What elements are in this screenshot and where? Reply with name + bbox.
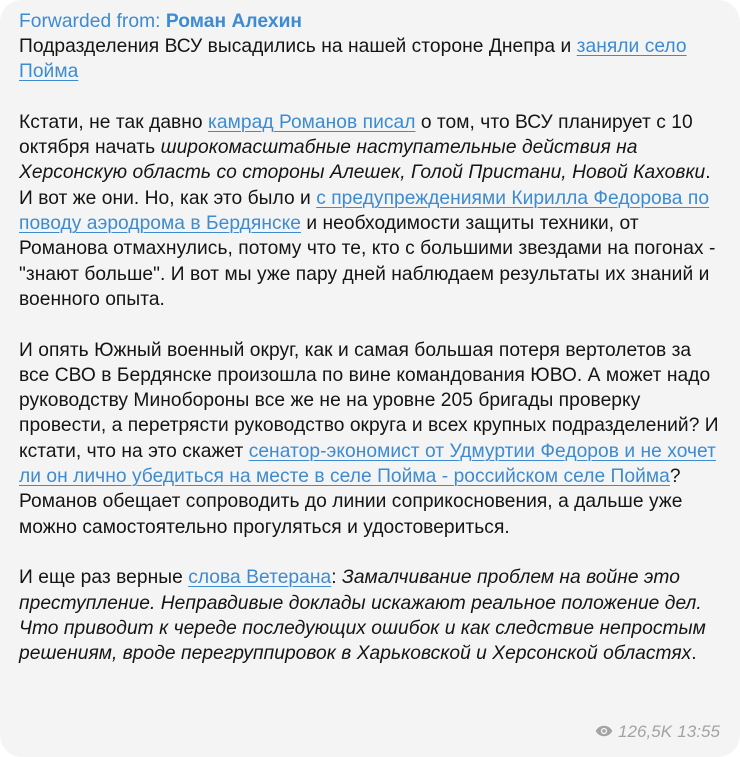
text-segment: : — [331, 567, 342, 589]
text-segment: ? Романов обещает сопроводить до линии соприкосновения, а дальше уже можно самостоятельно прогуляться и удостовериться. — [19, 466, 683, 538]
message-meta — [595, 719, 720, 744]
link-senator-fedorov[interactable]: сенатор-экономист от Удмуртии Федоров и не хочет ли он лично убедиться на месте в селе Пойма - российском селе Пойма — [19, 440, 716, 488]
text-segment: Подразделения ВСУ высадились на нашей стороне Днепра и — [19, 36, 577, 57]
text-segment: . И вот же они. Но, как это было и — [19, 162, 711, 209]
paragraph-4 — [19, 565, 719, 666]
link-slova-veterana[interactable]: слова Ветерана — [188, 567, 332, 589]
text-segment: . — [691, 643, 697, 665]
link-preduprezhdeniya-fedorova[interactable]: с предупреждениями Кирилла Федорова по поводу аэродрома в Бердянске — [19, 187, 710, 235]
text-segment: и необходимости защиты техники, от Романова отмахнулись, потому что те, кто с большими звездами на погонах - "знают больше". И вот мы уже пару дней наблюдаем результаты их знаний и военного опыта. — [19, 213, 716, 310]
italic-segment: широкомасштабные наступательные действия на Херсонскую область со стороны Алешек, Голой Пристани, Новой Каховки — [19, 137, 706, 184]
link-zanyali-selo-poima[interactable]: заняли село Пойма — [19, 36, 687, 83]
paragraph-gap — [19, 540, 726, 565]
paragraph-2 — [19, 110, 719, 312]
paragraph-3 — [19, 338, 719, 540]
forwarded-header[interactable] — [19, 9, 726, 34]
view-count: 126,5K — [618, 721, 673, 741]
message-time: 13:55 — [677, 721, 720, 741]
forwarded-author[interactable]: Роман Алехин — [165, 11, 303, 32]
paragraph-1 — [19, 34, 719, 85]
link-kamrad-romanov[interactable]: камрад Романов писал — [208, 111, 416, 133]
text-segment: Кстати, не так давно — [19, 111, 209, 133]
paragraph-gap — [19, 312, 726, 337]
forwarded-prefix: Forwarded from: — [19, 11, 166, 32]
text-segment: И еще раз верные — [19, 567, 189, 589]
text-segment: о том, что ВСУ планирует с 10 октября начать — [19, 111, 693, 159]
paragraph-gap — [19, 85, 726, 110]
italic-segment: Замалчивание проблем на войне это преступление. Неправдивые доклады искажают реальное положение дел. Что приводит к череде последующих ошибок и как следствие непростым решениям, вроде перегруппировок в Харьковской и Херсонской областях — [19, 567, 706, 665]
text-segment: И опять Южный военный округ, как и самая большая потеря вертолетов за все СВО в Бердянске произошла по вине командования ЮВО. А может надо руководству Минобороны все же не на уровне 205 бригады проверку провести, а перетрясти руководство округа и всех крупных подразделений? И кстати, что на это скажет — [19, 339, 719, 462]
eye-icon — [595, 725, 613, 737]
